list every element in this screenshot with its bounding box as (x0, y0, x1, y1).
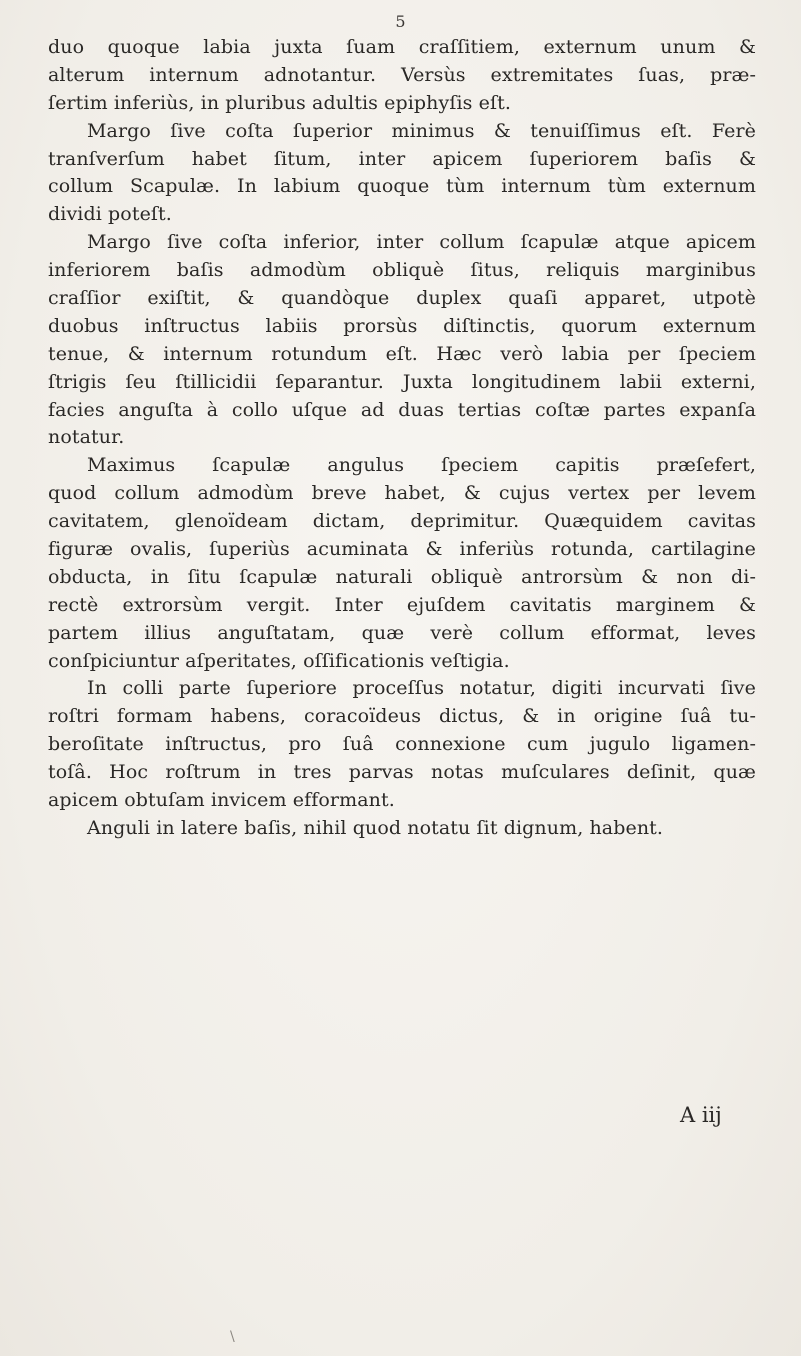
text-line: craſſior exiſtit, & quandòque duplex quaſi apparet, utpotè (48, 287, 756, 310)
paragraph-4 (48, 452, 756, 675)
text-line: duobus inſtructus labiis prorsùs diſtinctis, quorum externum (48, 314, 756, 337)
text-line: tenue, & internum rotundum eſt. Hæc verò labia per ſpeciem (48, 342, 756, 365)
signature-mark: A iij (680, 1103, 722, 1127)
paragraph-1 (48, 34, 756, 118)
text-line: dividi poteſt. (48, 203, 172, 226)
paragraph-6 (48, 815, 756, 843)
text-line: Maximus ſcapulæ angulus ſpeciem capitis præſefert, (87, 454, 756, 477)
text-line: Margo ſive coſta ſuperior minimus & tenuiſſimus eſt. Ferè (87, 119, 756, 142)
paragraph-3 (48, 229, 756, 452)
page-header-number: 5 (395, 12, 406, 31)
text-line: Anguli in latere baſis, nihil quod notatu ſit dignum, habent. (87, 816, 664, 839)
text-line: Margo ſive coſta inferior, inter collum ſcapulæ atque apicem (87, 231, 756, 254)
text-line: apicem obtuſam invicem efformant. (48, 789, 395, 812)
text-line: roſtri formam habens, coracoïdeus dictus, & in origine ſuâ tu- (48, 705, 756, 728)
text-line: beroſitate inſtructus, pro ſuâ connexione cum jugulo ligamen- (48, 733, 756, 756)
text-line: collum Scapulæ. In labium quoque tùm internum tùm externum (48, 175, 756, 198)
text-line: duo quoque labia juxta ſuam craſſitiem, externum unum & (48, 36, 756, 58)
text-line: conſpiciuntur aſperitates, oſſificationis veſtigia. (48, 649, 510, 672)
text-line: notatur. (48, 426, 125, 449)
text-line: cavitatem, glenoïdeam dictam, deprimitur. Quæquidem cavitas (48, 510, 756, 533)
text-line: rectè extrorsùm vergit. Inter ejuſdem cavitatis marginem & (48, 593, 756, 616)
text-line: figuræ ovalis, ſuperiùs acuminata & inferiùs rotunda, cartilagine (48, 538, 756, 561)
paragraph-2 (48, 118, 756, 230)
text-line: partem illius anguſtatam, quæ verè collum efformat, leves (48, 621, 756, 644)
text-line: facies anguſta à collo uſque ad duas tertias coſtæ partes expanſa (48, 398, 756, 421)
text-line: tranſverſum habet ſitum, inter apicem ſuperiorem baſis & (48, 147, 756, 170)
text-line: In colli parte ſuperiore proceſſus notatur, digiti incurvati ſive (87, 677, 756, 700)
text-line: obducta, in ſitu ſcapulæ naturali obliquè antrorsùm & non di- (48, 565, 756, 588)
paragraph-5 (48, 675, 756, 814)
stray-mark: \ (230, 1329, 235, 1345)
text-line: ſtrigis ſeu ſtillicidii ſeparantur. Juxta longitudinem labii externi, (48, 370, 756, 393)
text-line: alterum internum adnotantur. Versùs extremitates ſuas, præ- (48, 63, 756, 86)
text-line: inferiorem baſis admodùm obliquè ſitus, reliquis marginibus (48, 259, 756, 282)
text-line: quod collum admodùm breve habet, & cujus vertex per levem (48, 482, 756, 505)
body-text (48, 34, 756, 843)
text-line: toſâ. Hoc roſtrum in tres parvas notas muſculares deſinit, quæ (48, 761, 756, 784)
text-line: ſertim inferiùs, in pluribus adultis epiphyſis eſt. (48, 91, 511, 114)
